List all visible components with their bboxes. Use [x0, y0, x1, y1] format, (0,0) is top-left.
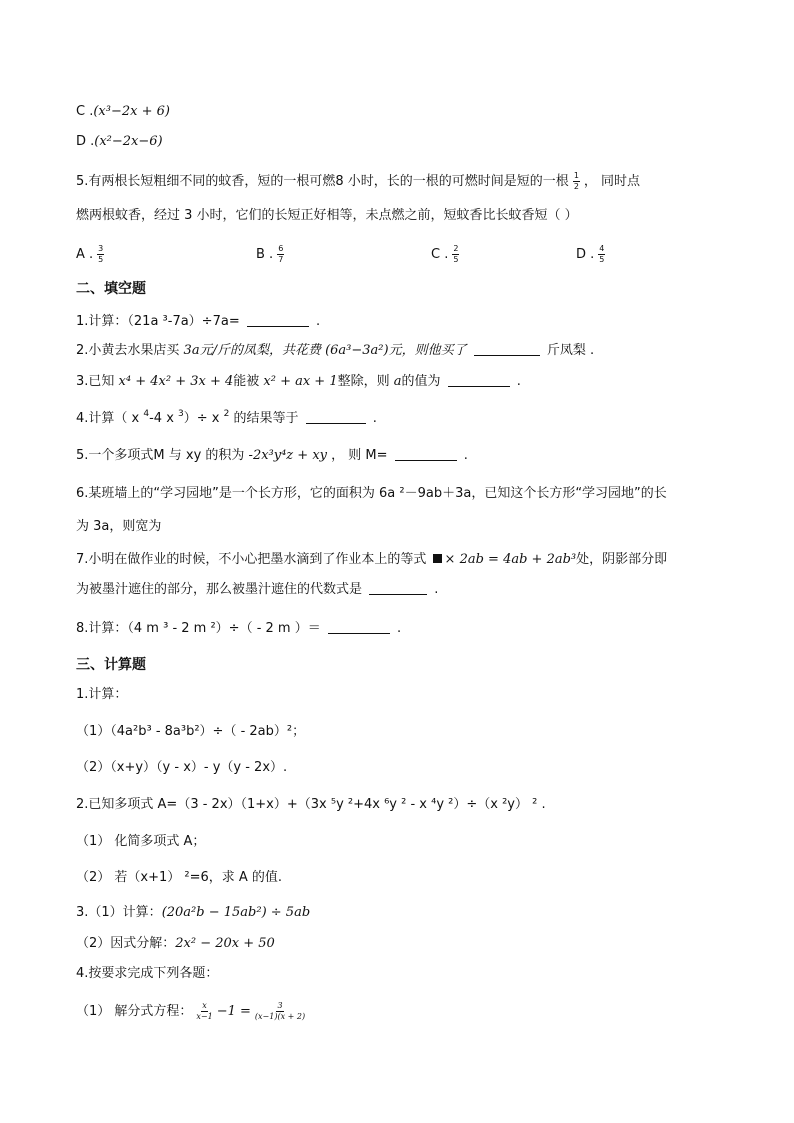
answer-blank[interactable]: [247, 313, 309, 327]
calc-q1-head: 1.计算：: [76, 687, 128, 702]
section-3-title: 三、计算题: [76, 657, 146, 673]
calc-q3-part1: 3.（1）计算：(20a²b − 15ab²) ÷ 5ab: [76, 905, 311, 920]
fill-q7-line1: 7.小明在做作业的时候，不小心把墨水滴到了作业本上的等式 × 2ab = 4ab + 2ab³处，阴影部分即: [76, 552, 668, 567]
answer-blank[interactable]: [369, 581, 427, 595]
question-5-line1: 5.有两根长短粗细不同的蚊香，短的一根可燃8 小时，长的一根的可燃时间是短的一根 $\frac{1}{2}$ ， 同时点: [76, 171, 641, 191]
calc-q4-part1: （1） 解分式方程： $\frac{x}{x-1}$ −1 = $\frac{3}{(x-1)(x + 2)}$: [76, 1001, 306, 1021]
fill-q6-line2: 为 3a，则宽为: [76, 519, 162, 534]
answer-blank[interactable]: [474, 342, 540, 356]
fill-q5: 5.一个多项式M 与 xy 的积为 -2x³y⁴z + xy ， 则 M= .: [76, 448, 468, 463]
fill-q3: 3.已知 x⁴ + 4x² + 3x + 4能被 x² + ax + 1整除，则 a的值为 .: [76, 374, 521, 389]
fill-q6-line1: 6.某班墙上的“学习园地”是一个长方形，它的面积为 6a ²－9ab＋3a，已知这个长方形“学习园地”的长: [76, 486, 667, 501]
fraction: $\frac{3}{(x-1)(x + 2)}$: [254, 1001, 306, 1021]
fill-q7-line2: 为被墨汁遮住的部分，那么被墨汁遮住的代数式是 .: [76, 582, 439, 597]
option-d: D .(x²−2x−6): [76, 134, 163, 149]
calc-q2-part1: （1） 化简多项式 A；: [76, 834, 206, 849]
answer-blank[interactable]: [328, 620, 390, 634]
fill-q8: 8.计算：（4 m ³ - 2 m ²）÷（ - 2 m ）＝ .: [76, 621, 402, 636]
answer-blank[interactable]: [448, 373, 510, 387]
choice-c: C . $\frac{2}{5}$: [431, 244, 459, 264]
fill-q1: 1.计算：（21a ³-7a）÷7a= .: [76, 314, 321, 329]
calc-q2-part2: （2） 若（x+1） ²=6，求 A 的值.: [76, 870, 283, 885]
answer-blank[interactable]: [306, 410, 366, 424]
calc-q4-head: 4.按要求完成下列各题：: [76, 966, 219, 981]
calc-q1-part1: （1）（4a²b³ - 8a³b²）÷（ - 2ab）²；: [76, 724, 306, 739]
choice-d: D . $\frac{4}{5}$: [576, 244, 605, 264]
fill-q2: 2.小黄去水果店买 3a元/斤的凤梨，共花费 (6a³−3a²)元，则他买了 斤凤梨 .: [76, 343, 595, 358]
answer-blank[interactable]: [395, 447, 457, 461]
section-2-title: 二、填空题: [76, 281, 146, 297]
fraction: $\frac{x}{x-1}$: [196, 1001, 213, 1021]
calc-q2-head: 2.已知多项式 A=（3 - 2x）（1+x）+（3x ⁵y ²+4x ⁶y ² - x ⁴y ²）÷（x ²y） ² .: [76, 797, 546, 812]
question-5-line2: 燃两根蚊香，经过 3 小时，它们的长短正好相等，未点燃之前，短蚊香比长蚊香短（ ）: [76, 208, 578, 223]
choice-a: A . $\frac{3}{5}$: [76, 244, 104, 264]
option-c: C .(x³−2x + 6): [76, 104, 170, 119]
calc-q3-part2: （2）因式分解：2x² − 20x + 50: [76, 936, 275, 951]
calc-q1-part2: （2）（x+y）（y - x）- y（y - 2x）.: [76, 760, 288, 775]
ink-blot-square: [433, 554, 442, 563]
fill-q4: 4.计算（ x $^4$-4 x $^3$）÷ x $^2$ 的结果等于 .: [76, 408, 377, 426]
choice-b: B . $\frac{6}{7}$: [256, 244, 284, 264]
fraction: $\frac{1}{2}$: [573, 171, 579, 191]
